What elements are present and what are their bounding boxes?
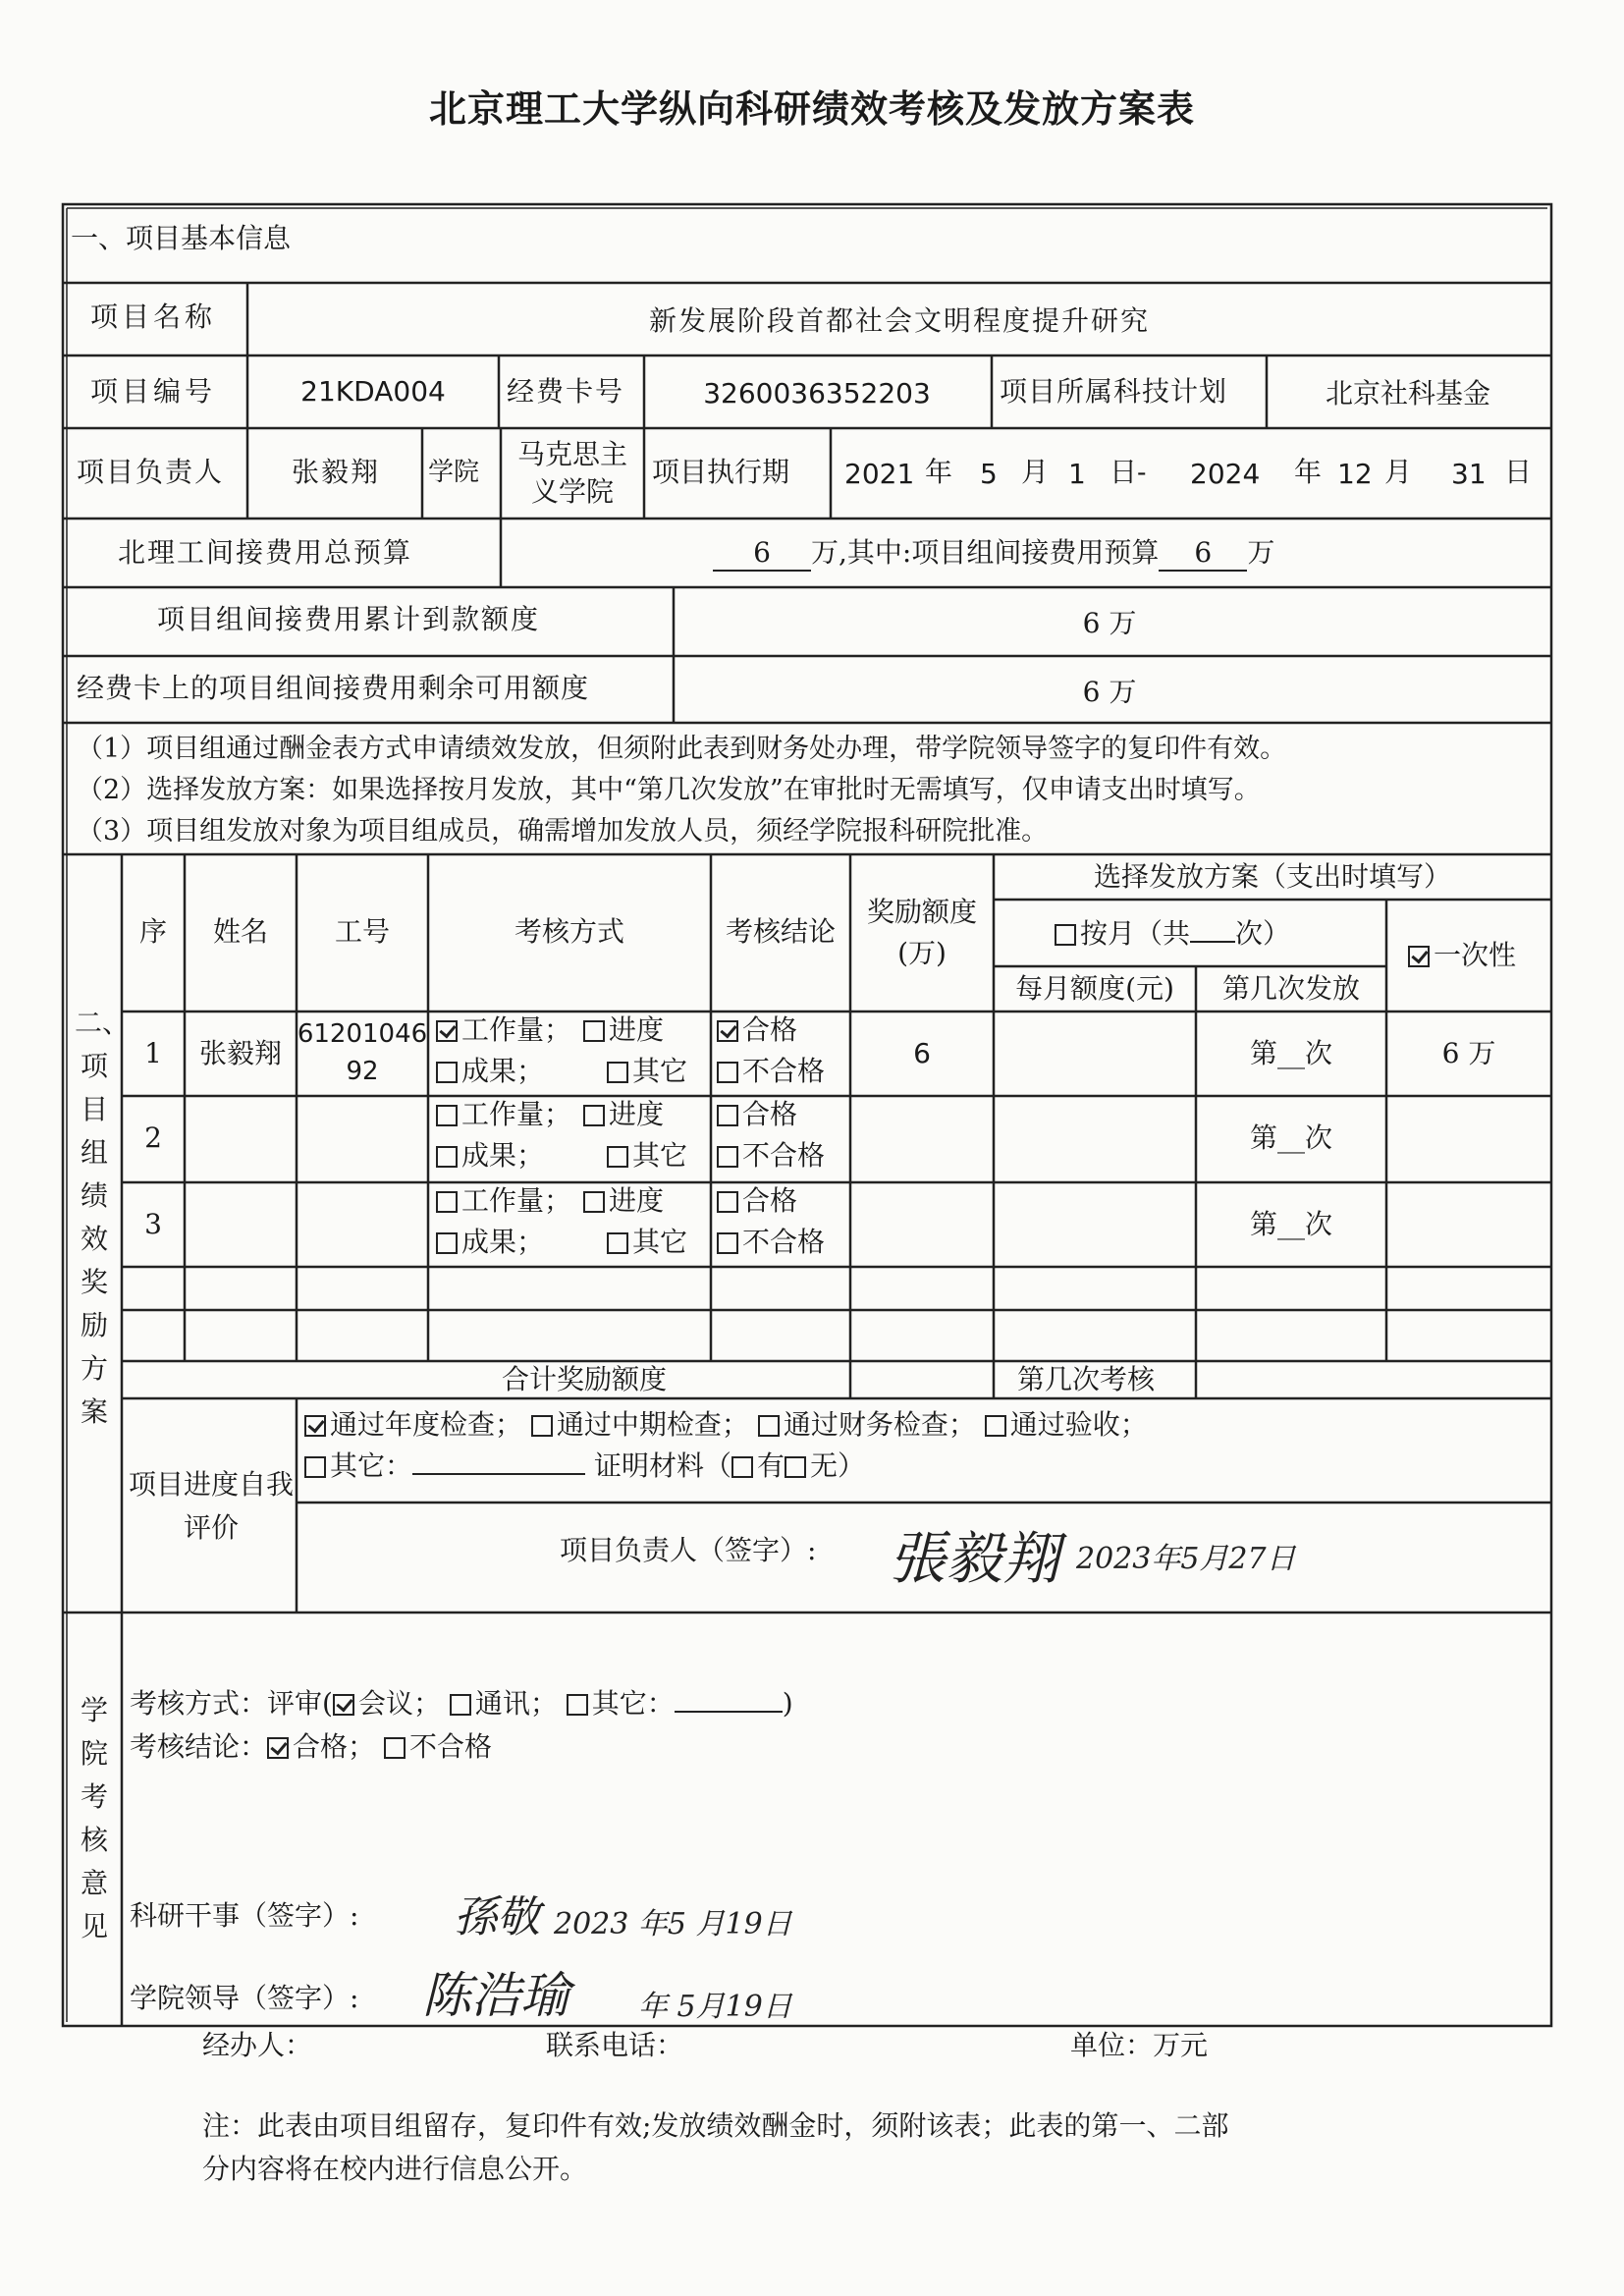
received-value: 6 万 [1082,607,1137,639]
indirect-total-label: 北理工间接费用总预算 [118,536,413,569]
indirect-total-row [713,536,1274,572]
header-once: 一次性 [1408,939,1516,972]
row-nth: 第__次 [1249,1208,1333,1240]
project-no-value: 21KDA004 [300,375,446,408]
staff-sign-date: 2023 年5 月19日 [554,1907,792,1941]
progress-checkbox[interactable] [583,1191,605,1213]
period-unit-month-1: 月 [1021,456,1050,488]
method-other-checkbox[interactable] [567,1694,588,1716]
row-nth: 第__次 [1249,1121,1333,1154]
header-amount: 奖励额度 [866,896,978,928]
group-budget-value: 6 [1159,536,1247,572]
row-method-line2: 成果； 其它 [436,1139,687,1173]
school-label: 学院 [428,458,480,487]
section3-result: 考核结论： 合格； 不合格 [130,1730,492,1763]
period-unit-year-2: 年 [1294,456,1323,488]
phone-label: 联系电话： [546,2029,684,2061]
leader-label: 项目负责人 [77,456,225,488]
plan-label: 项目所属科技计划 [1000,375,1228,408]
fail-checkbox[interactable] [717,1062,738,1083]
meeting-checkbox[interactable] [333,1694,354,1716]
period-unit-dash: 日- [1110,456,1147,488]
accept-checkbox[interactable] [985,1415,1006,1437]
row-result-pass: 合格 [717,1098,797,1131]
output-checkbox[interactable] [436,1146,458,1168]
fail-checkbox[interactable] [717,1232,738,1254]
header-nth: 第几次发放 [1221,972,1361,1005]
page-title: 北京理工大学纵向科研绩效考核及发放方案表 [428,87,1195,131]
proof-has-checkbox[interactable] [731,1456,753,1478]
project-name-label: 项目名称 [90,301,217,333]
row-result-fail: 不合格 [717,1226,825,1259]
monthly-checkbox[interactable] [1055,924,1076,946]
output-checkbox[interactable] [436,1062,458,1083]
progress-label: 项目进度自我评价 [128,1468,294,1544]
card-no-label: 经费卡号 [507,375,625,408]
leader-signature: 張毅翔 [889,1525,1060,1592]
method-other-row-checkbox[interactable] [607,1232,628,1254]
once-checkbox[interactable] [1408,946,1430,967]
remaining-label: 经费卡上的项目组间接费用剩余可用额度 [77,672,590,704]
row-method-line1: 工作量； 进度 [436,1013,664,1047]
progress-checks-line1: 通过年度检查； 通过中期检查； 通过财务检查； 通过验收； [304,1408,1148,1442]
period-start-month: 5 [980,458,998,490]
period-unit-year-1: 年 [925,456,953,488]
header-seq: 序 [138,915,168,948]
row-result-fail: 不合格 [717,1139,825,1173]
finance-checkbox[interactable] [758,1415,780,1437]
period-unit-month-2: 月 [1384,456,1413,488]
header-monthly: 按月（共 次） [1055,917,1290,951]
pass-checkbox[interactable] [717,1105,738,1126]
header-name: 姓名 [212,915,269,948]
row-result-pass: 合格 [717,1013,797,1047]
section3-side-label: 学院考核意见 [80,1694,108,1942]
annual-checkbox[interactable] [304,1415,326,1437]
note-2: （2）选择发放方案：如果选择按月发放，其中“第几次发放”在审批时无需填写，仅申请支出时填写。 [77,775,1261,805]
section2-side-label: 二、项目组绩效奖励方案 [75,1007,131,1428]
period-end-month: 12 [1337,458,1373,490]
indirect-total-unit: 万,其中:项目组间接费用预算 [811,536,1160,569]
row-method-line2: 成果； 其它 [436,1055,687,1088]
row-name: 张毅翔 [198,1037,283,1069]
comm-checkbox[interactable] [450,1694,471,1716]
plan-value: 北京社科基金 [1325,377,1491,410]
received-label: 项目组间接费用累计到款额度 [157,603,541,635]
output-checkbox[interactable] [436,1232,458,1254]
leader-sign-label: 项目负责人（签字）: [560,1534,817,1566]
school-value: 马克思主义学院 [516,438,627,508]
row-id-line2: 92 [346,1057,379,1086]
leader-sign-date: 2023年5月27日 [1076,1542,1296,1576]
pass-checkbox[interactable] [717,1191,738,1213]
remaining-value: 6 万 [1082,676,1137,708]
row-method-line2: 成果； 其它 [436,1226,687,1259]
note-1: （1）项目组通过酬金表方式申请绩效发放，但须附此表到财务处办理，带学院领导签字的复印件有效。 [77,734,1287,764]
header-id: 工号 [334,915,391,948]
header-method: 考核方式 [514,915,625,948]
row-method-line1: 工作量； 进度 [436,1184,664,1218]
handler-label: 经办人： [202,2029,313,2061]
period-end-year: 2024 [1190,458,1261,490]
period-start-year: 2021 [844,458,915,490]
staff-signature: 孫敬 [454,1892,540,1942]
staff-sign-label: 科研干事（签字）: [130,1899,359,1932]
section3-fail-checkbox[interactable] [384,1737,406,1759]
row-seq: 2 [144,1121,162,1154]
workload-checkbox[interactable] [436,1105,458,1126]
row-method-line1: 工作量； 进度 [436,1098,664,1131]
period-label: 项目执行期 [652,456,790,488]
project-name-value: 新发展阶段首都社会文明程度提升研究 [648,304,1151,337]
nth-review-label: 第几次考核 [1017,1363,1156,1395]
other-checkbox[interactable] [304,1456,326,1478]
card-no-value: 3260036352203 [703,377,931,410]
note-3: （3）项目组发放对象为项目组成员，确需增加发放人员，须经学院报科研院批准。 [77,816,1049,847]
proof-none-checkbox[interactable] [785,1456,806,1478]
header-monthly-amount: 每月额度(元) [1015,972,1174,1005]
row-seq: 1 [144,1037,162,1069]
college-leader-signature: 陈浩瑜 [422,1967,569,2024]
section3-method: 考核方式：评审( 会议； 通讯； 其它： ) [130,1687,793,1720]
progress-checkbox[interactable] [583,1105,605,1126]
unit-label: 单位：万元 [1070,2029,1209,2061]
row-seq: 3 [144,1208,162,1240]
total-label: 合计奖励额度 [501,1363,668,1395]
progress-checks-line2: 其它： 证明材料（ 有 无） [304,1449,865,1483]
header-plan: 选择发放方案（支出时填写） [1093,860,1452,893]
footer-note-line2: 分内容将在校内进行信息公开。 [202,2153,588,2185]
college-leader-sign-date: 年 5月19日 [638,1990,792,2024]
row-result-fail: 不合格 [717,1055,825,1088]
row-nth: 第__次 [1249,1037,1333,1069]
row-id-line1: 61201046 [297,1019,428,1049]
college-leader-sign-label: 学院领导（签字）: [130,1982,359,2014]
progress-checkbox[interactable] [583,1020,605,1042]
row-amount: 6 [913,1037,931,1069]
row-result-pass: 合格 [717,1184,797,1218]
project-no-label: 项目编号 [90,375,217,408]
row-once: 6 万 [1441,1037,1496,1069]
leader-value: 张毅翔 [291,456,381,488]
group-budget-unit: 万 [1247,536,1275,569]
fail-checkbox[interactable] [717,1146,738,1168]
method-other-row-checkbox[interactable] [607,1062,628,1083]
period-unit-day: 日 [1504,456,1533,488]
section1-heading: 一、项目基本信息 [71,222,292,254]
header-amount-unit: (万) [897,937,947,969]
period-start-day: 1 [1068,458,1086,490]
footer-note-line1: 注：此表由项目组留存，复印件有效;发放绩效酬金时，须附该表；此表的第一、二部 [202,2109,1229,2142]
workload-checkbox[interactable] [436,1020,458,1042]
workload-checkbox[interactable] [436,1191,458,1213]
pass-checkbox[interactable] [717,1020,738,1042]
period-end-day: 31 [1451,458,1487,490]
mid-checkbox[interactable] [531,1415,553,1437]
header-result: 考核结论 [725,915,837,948]
section3-pass-checkbox[interactable] [267,1737,289,1759]
indirect-total-value: 6 [713,536,811,572]
method-other-row-checkbox[interactable] [607,1146,628,1168]
